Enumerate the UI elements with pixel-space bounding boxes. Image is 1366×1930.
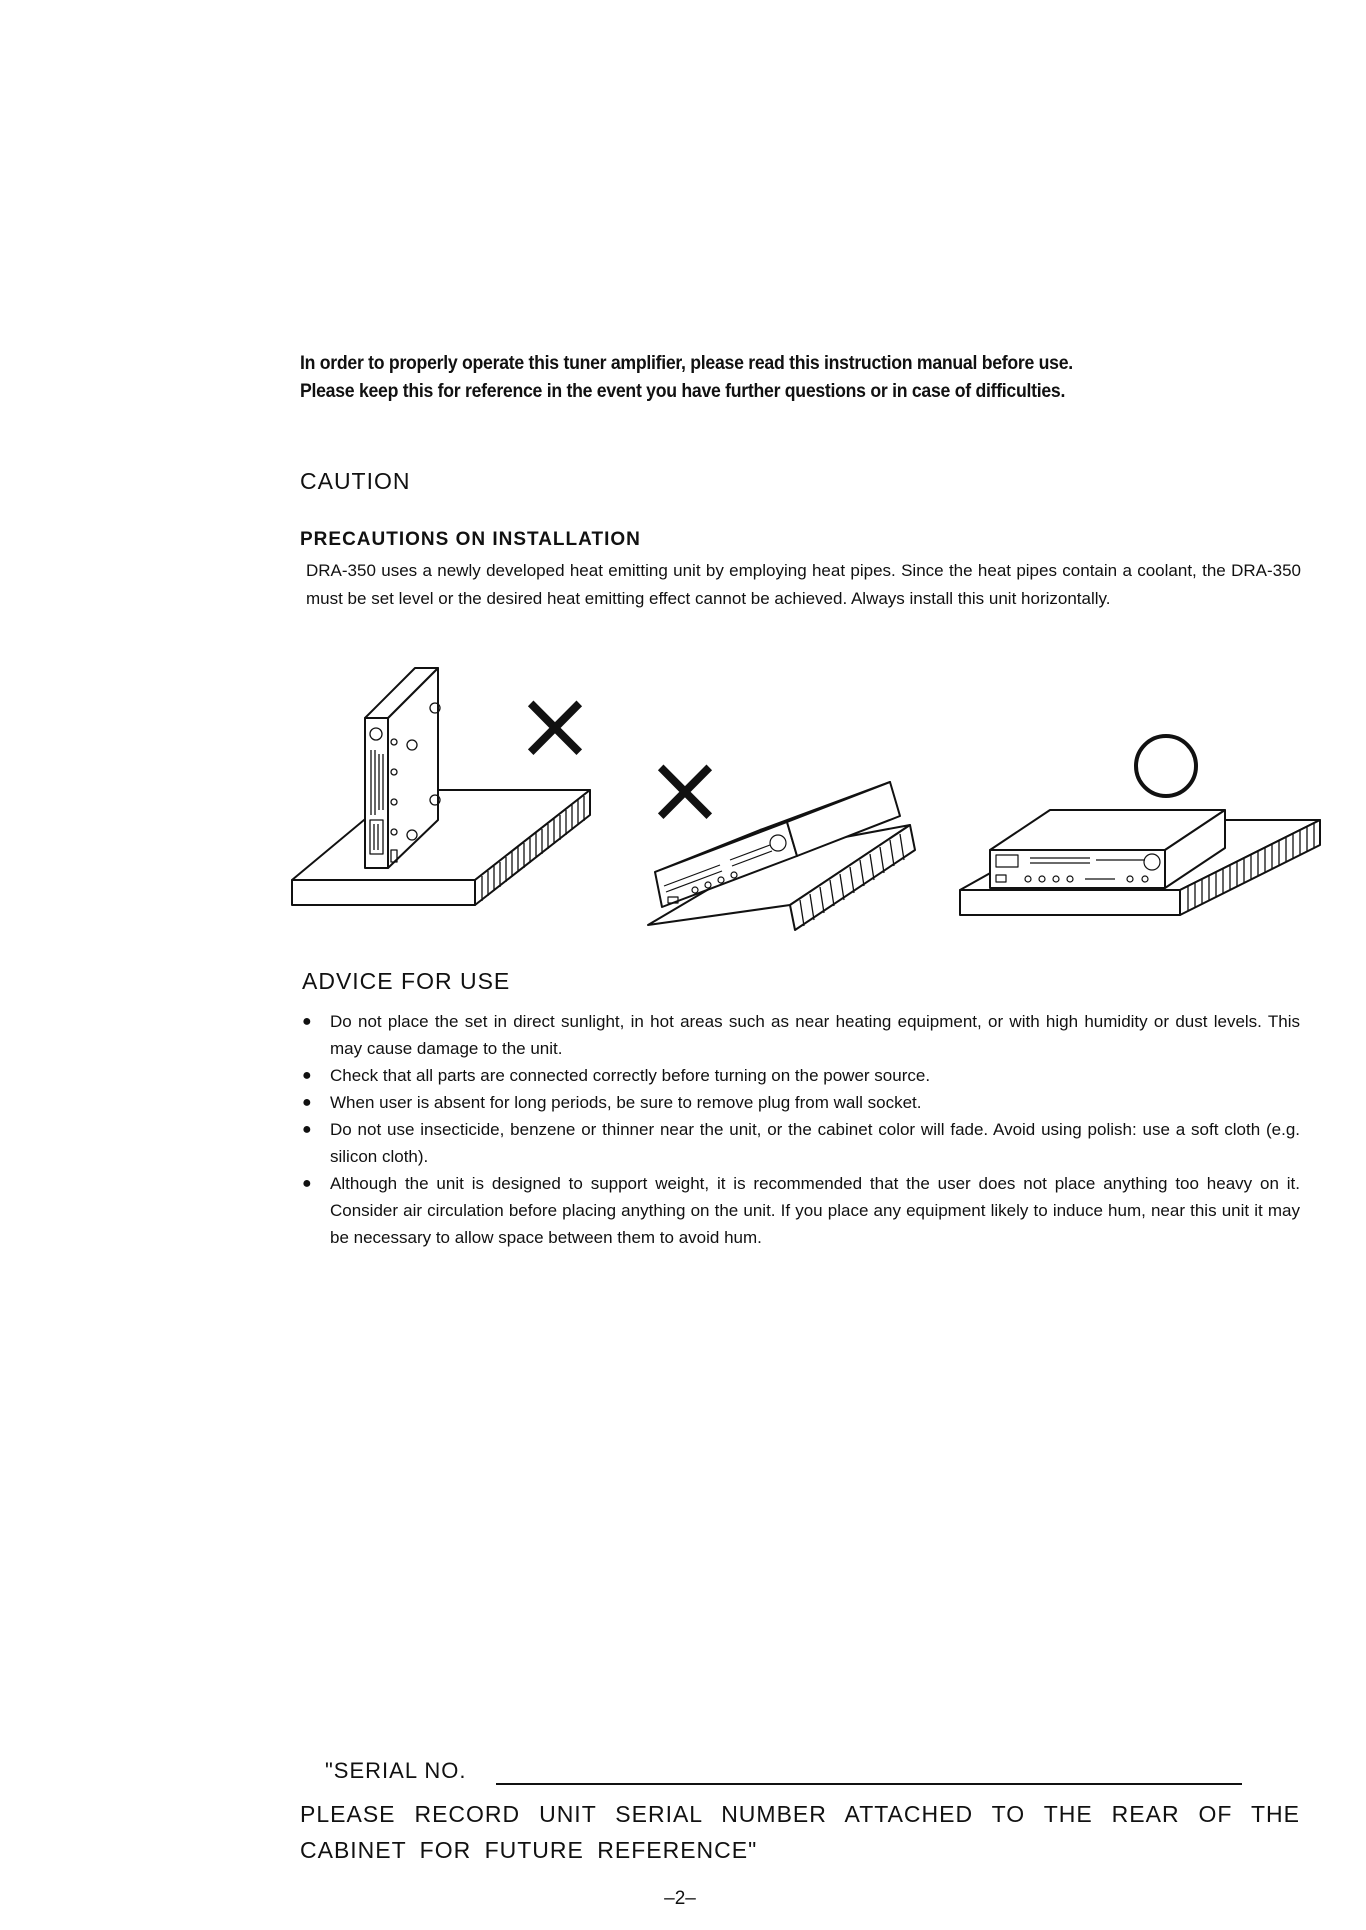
list-item <box>300 1116 1300 1170</box>
intro-line-2: Please keep this for reference in the event you have further questions or in case of difficulties. <box>300 381 1066 402</box>
serial-number-blank <box>496 1783 1242 1785</box>
bullet-icon: ● <box>302 1094 312 1111</box>
x-mark-icon-2: × <box>644 733 726 845</box>
intro-notice <box>300 350 1156 406</box>
advice-heading: ADVICE FOR USE <box>302 968 511 994</box>
advice-text: Do not place the set in direct sunlight, in hot areas such as near heating equipment, or with high humidity or dust levels. This may cause damage to the unit. <box>330 1012 1300 1058</box>
serial-number-note: PLEASE RECORD UNIT SERIAL NUMBER ATTACHED TO THE REAR OF THE CABINET FOR FUTURE REFERENCE" <box>300 1801 1300 1863</box>
x-mark-icon-1: × <box>514 669 596 781</box>
precautions-heading: PRECAUTIONS ON INSTALLATION <box>300 529 641 550</box>
level-unit-scene <box>960 810 1320 915</box>
page-number: –2– <box>664 1888 696 1909</box>
list-item <box>300 1008 1300 1062</box>
advice-text: Check that all parts are connected correctly before turning on the power source. <box>330 1066 931 1085</box>
precautions-body: DRA-350 uses a newly developed heat emitting unit by employing heat pipes. Since the heat pipes contain a coolant, the DRA-350 must be set level or the desired heat emitting effect cannot be achieved. Always install this unit horizontally. <box>306 561 1301 608</box>
advice-text: Although the unit is designed to support weight, it is recommended that the user does not place anything too heavy on it. Consider air circulation before placing anything on the unit. If you place any equipment likely to induce hum, near this unit it may be necessary to allow space between them to avoid hum. <box>330 1174 1300 1247</box>
list-item <box>300 1089 1300 1116</box>
list-item <box>300 1062 1300 1089</box>
bullet-icon: ● <box>302 1175 312 1192</box>
intro-line-1: In order to properly operate this tuner amplifier, please read this instruction manual before use. <box>300 353 1073 374</box>
caution-heading: CAUTION <box>300 468 411 494</box>
advice-text: When user is absent for long periods, be sure to remove plug from wall socket. <box>330 1093 922 1112</box>
serial-number-label: "SERIAL NO. <box>325 1758 467 1783</box>
installation-illustration <box>290 650 1330 950</box>
bullet-icon: ● <box>302 1121 312 1138</box>
advice-text: Do not use insecticide, benzene or thinner near the unit, or the cabinet color will fade. Avoid using polish: use a soft cloth (e.g. silicon cloth). <box>330 1120 1300 1166</box>
list-item <box>300 1170 1300 1251</box>
bullet-icon: ● <box>302 1067 312 1084</box>
advice-list <box>300 1008 1300 1251</box>
circle-mark-icon <box>1136 736 1196 796</box>
bullet-icon: ● <box>302 1013 312 1030</box>
